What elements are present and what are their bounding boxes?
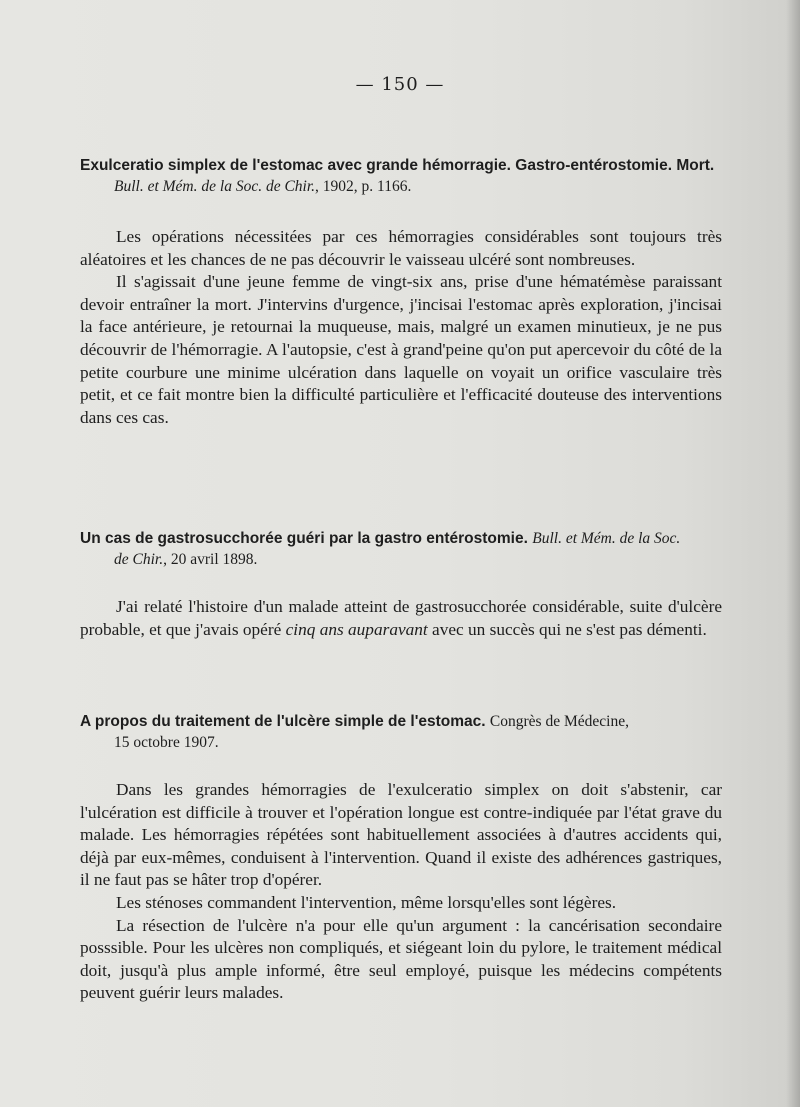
section-2-paragraph-1 (80, 596, 722, 641)
section-2-citation-journal-a: Bull. et Mém. de la Soc. (532, 530, 681, 547)
section-3-paragraph-2: Les sténoses commandent l'intervention, même lorsqu'elles sont légères. (116, 892, 617, 912)
section-1-paragraph-1: Les opérations nécessitées par ces hémorragies considérables sont toujours très aléatoires et les chances de ne pas découvrir le vaisseau ulcéré sont nombreuses. (80, 227, 722, 269)
section-3-paragraph-1: Dans les grandes hémorragies de l'exulceratio simplex on doit s'abstenir, car l'ulcération est difficile à trouver et l'opération longue est contre-indiquée par l'état grave du malade. Les hémorragies répétées sont habituellement associées à d'autres accidents qui, déjà par eux-mêmes, conduisent à l'intervention. Quand il existe des adhérences gastriques, il ne faut pas se hâter trop d'opérer. (80, 780, 722, 890)
section-3-title: A propos du traitement de l'ulcère simple de l'estomac. (80, 713, 486, 730)
section-3-paragraph-3: La résection de l'ulcère n'a pour elle qu'un argument : la cancérisation secondaire posssible. Pour les ulcères non compliqués, et siégeant loin du pylore, le traitement médical doit, jusqu'à plus ample informé, être seul employé, puisque les médecins compétents peuvent guérir leurs malades. (80, 915, 722, 1003)
section-3-title-venue: Congrès de Médecine, (489, 713, 629, 730)
section-1-citation (80, 176, 730, 197)
section-3-heading (80, 711, 730, 753)
section-2-title: Un cas de gastrosucchorée guéri par la gastro entérostomie. (80, 530, 528, 547)
section-3-date: 15 octobre 1907. (114, 734, 219, 751)
section-3-body (80, 779, 722, 1005)
section-2-text-after: avec un succès qui ne s'est pas démenti. (432, 619, 707, 639)
section-2-text-italic: cinq ans auparavant (285, 619, 428, 639)
section-1-paragraph-2: Il s'agissait d'une jeune femme de vingt-six ans, prise d'une hématémèse paraissant devoir entraîner la mort. J'intervins d'urgence, j'incisai l'estomac après exploration, j'incisai la face antérieure, je retournai la muqueuse, mais, malgré un examen minutieux, je ne pus découvrir de l'hémorragie. A l'autopsie, c'est à grand'peine qu'on put apercevoir du côté de la petite courbure une minime ulcération dans laquelle on voyait un orifice vasculaire très petit, et ce fait montre bien la difficulté particulière et l'efficacité douteuse des interventions dans ces cas. (80, 272, 722, 427)
section-2-text-before: J'ai relaté l'histoire d'un malade atteint de gastrosucchorée considérable, suite d'ulcère probable, et que j'avais opéré (80, 597, 722, 639)
page-number: — 150 — (355, 74, 445, 95)
section-2-citation (80, 549, 730, 570)
page-edge-shadow (786, 0, 800, 1107)
section-1-title: Exulceratio simplex de l'estomac avec grande hémorragie. Gastro-entérostomie. Mort. (80, 157, 715, 174)
section-2-body (80, 596, 722, 641)
section-1-heading (80, 155, 730, 197)
section-1-body (80, 226, 722, 429)
section-2-heading (80, 528, 730, 570)
section-2-citation-journal-b: de Chir. (114, 551, 164, 568)
section-1-citation-journal: Bull. et Mém. de la Soc. de Chir. (114, 178, 316, 195)
section-2-citation-date: , 20 avril 1898. (163, 551, 258, 568)
section-1-citation-ref: , 1902, p. 1166. (315, 178, 412, 195)
